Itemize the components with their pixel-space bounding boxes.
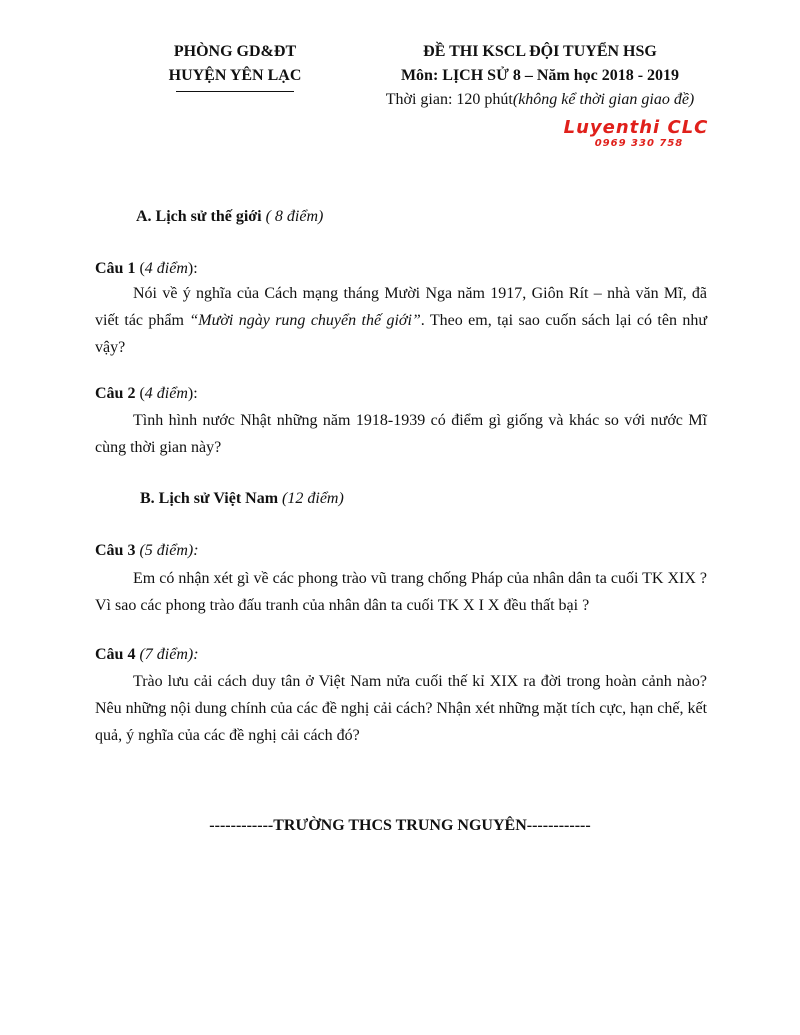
question-4-heading bbox=[95, 643, 199, 667]
question-3-text: Em có nhận xét gì về các phong trào vũ trang chống Pháp của nhân dân ta cuối TK XIX ? Vì sao các phong trào đấu tranh của nhân dân ta cuối TK X I X đều thất bại ? bbox=[95, 570, 707, 614]
header-right bbox=[370, 40, 710, 112]
question-1-points: 4 điểm bbox=[144, 260, 188, 277]
section-b-title: B. Lịch sử Việt Nam bbox=[140, 490, 279, 507]
question-2-heading bbox=[95, 382, 198, 406]
question-1-heading bbox=[95, 257, 198, 281]
exam-time-note: (không kể thời gian giao đề) bbox=[512, 91, 695, 108]
question-2-text: Tình hình nước Nhật những năm 1918-1939 có điểm gì giống và khác so với nước Mĩ cùng thời gian này? bbox=[95, 412, 707, 456]
section-b-heading bbox=[140, 487, 344, 511]
header-left bbox=[150, 40, 320, 92]
exam-time bbox=[370, 88, 710, 112]
department-name: PHÒNG GD&ĐT bbox=[173, 43, 297, 60]
question-3-heading bbox=[95, 539, 199, 563]
question-2-paren-close: ): bbox=[187, 385, 198, 402]
question-1-text bbox=[95, 280, 707, 361]
logo-phone: 0969 330 758 bbox=[594, 138, 684, 149]
section-a-points: ( 8 điểm) bbox=[265, 208, 324, 225]
question-2-paren-open: ( bbox=[135, 385, 145, 402]
question-1-text-post: . Theo em, tại sao cuốn sách lại có tên như vậy? bbox=[95, 312, 708, 356]
footer-school: ------------TRƯỜNG THCS TRUNG NGUYÊN------------ bbox=[209, 817, 591, 834]
logo-name: Luyenthi CLC bbox=[563, 117, 709, 138]
question-4-text: Trào lưu cải cách duy tân ở Việt Nam nửa cuối thế kỉ XIX ra đời trong hoàn cảnh nào? Nêu những nội dung chính của các đề nghị cải cách? Nhận xét những mặt tích cực, hạn chế, kết quả, ý nghĩa của các đề nghị cải cách đó? bbox=[95, 673, 708, 744]
district-name: HUYỆN YÊN LẠC bbox=[168, 67, 302, 84]
question-3-label: Câu 3 bbox=[95, 542, 136, 559]
question-3-points: (5 điểm): bbox=[139, 542, 199, 559]
luyenthi-logo bbox=[556, 118, 716, 149]
question-2-label: Câu 2 bbox=[95, 385, 136, 402]
exam-title: ĐỀ THI KSCL ĐỘI TUYỂN HSG bbox=[423, 43, 657, 60]
section-b-points: (12 điểm) bbox=[282, 490, 344, 507]
question-1-paren-open: ( bbox=[135, 260, 145, 277]
question-1-text-pre: Nói về ý nghĩa của Cách mạng tháng Mười Nga năm 1917, Giôn Rít – nhà văn Mĩ, đã viết tác phẩm bbox=[95, 285, 707, 329]
exam-subject: Môn: LỊCH SỬ 8 – Năm học 2018 - 2019 bbox=[400, 67, 680, 84]
question-4-label: Câu 4 bbox=[95, 646, 136, 663]
question-1-label: Câu 1 bbox=[95, 260, 136, 277]
section-a-title: A. Lịch sử thế giới bbox=[136, 208, 262, 225]
question-1-paren-close: ): bbox=[187, 260, 198, 277]
question-4-points: (7 điểm): bbox=[139, 646, 199, 663]
header-divider bbox=[176, 91, 294, 92]
section-a-heading bbox=[136, 205, 323, 229]
exam-time-label: Thời gian: 120 phút bbox=[385, 91, 513, 108]
question-2-points: 4 điểm bbox=[144, 385, 188, 402]
question-1-book-title: “Mười ngày rung chuyển thế giới” bbox=[189, 312, 421, 329]
